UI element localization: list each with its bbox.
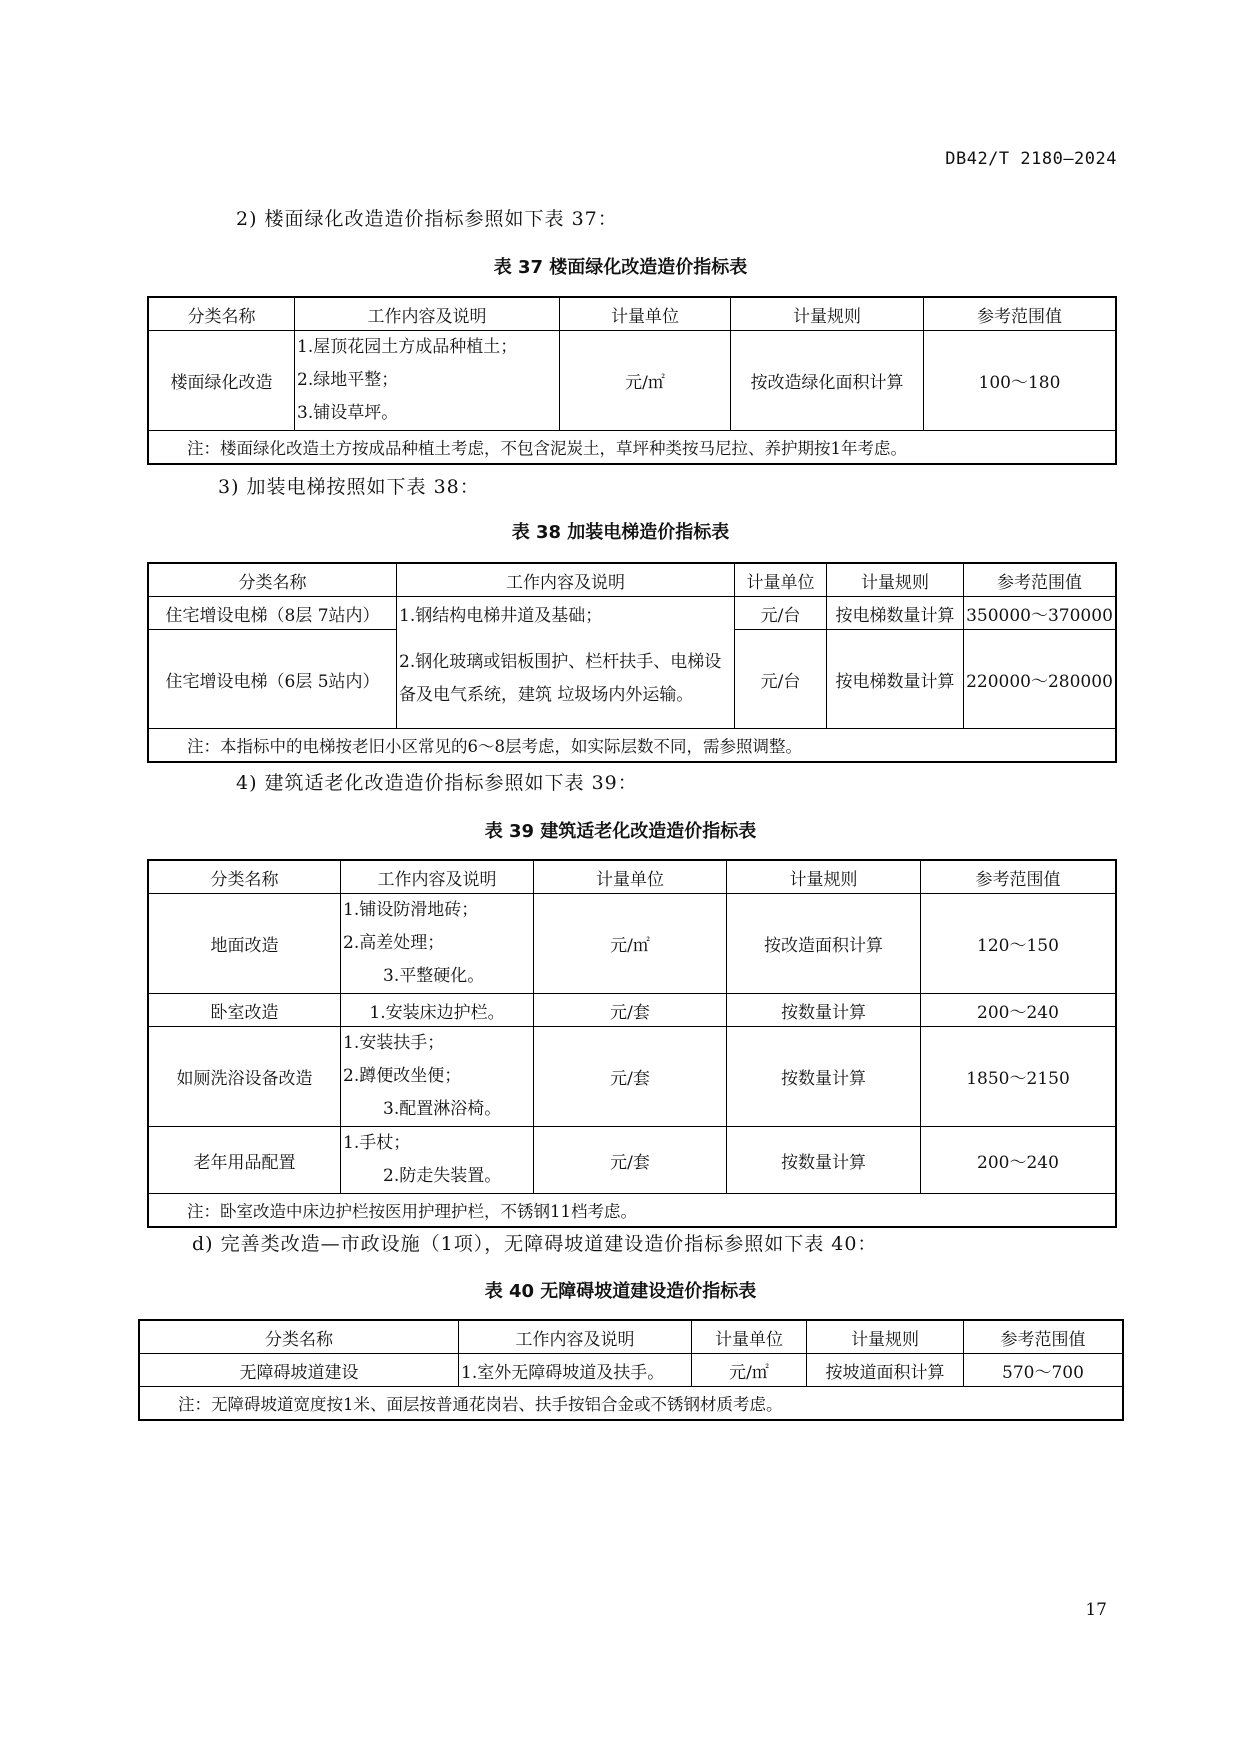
table-note-row	[149, 1194, 1116, 1227]
table-row	[149, 894, 1116, 994]
work-content-line: 3.配置淋浴椅。	[383, 1099, 502, 1119]
category-name: 老年用品配置	[149, 1127, 341, 1194]
work-content-line: 3.铺设草坪。	[297, 403, 399, 423]
work-content-line: 3.平整硬化。	[383, 966, 485, 986]
work-content: 1.钢结构电梯井道及基础；	[397, 597, 735, 630]
measurement-rule: 按电梯数量计算	[827, 597, 964, 630]
table-row	[149, 630, 1116, 729]
paragraph-table-40-intro: d) 完善类改造—市政设施（1项），无障碍坡道建设造价指标参照如下表 40：	[192, 1233, 878, 1255]
column-header: 参考范围值	[964, 1321, 1123, 1354]
table-note: 注：无障碍坡道宽度按1米、面层按普通花岗岩、扶手按铝合金或不锈钢材质考虑。	[140, 1387, 1123, 1420]
table-note-row	[149, 729, 1116, 762]
table-header-row	[140, 1321, 1123, 1354]
category-name: 地面改造	[149, 894, 341, 994]
table-header-row	[149, 861, 1116, 894]
table-38-caption: 表 38 加装电梯造价指标表	[511, 522, 730, 543]
column-header: 计量规则	[731, 298, 924, 331]
table-37-caption: 表 37 楼面绿化改造造价指标表	[493, 257, 748, 278]
column-header: 工作内容及说明	[295, 298, 560, 331]
table-row	[149, 1027, 1116, 1127]
column-header: 参考范围值	[924, 298, 1116, 331]
reference-range: 100～180	[924, 331, 1116, 431]
paragraph-table-37-intro: 2) 楼面绿化改造造价指标参照如下表 37：	[236, 208, 618, 230]
measurement-rule: 按坡道面积计算	[807, 1354, 964, 1387]
reference-range: 570～700	[964, 1354, 1123, 1387]
unit: 元/套	[534, 994, 727, 1027]
work-content: 2.钢化玻璃或铝板围护、栏杆扶手、电梯设备及电气系统，建筑 垃圾场内外运输。	[397, 630, 735, 729]
work-content	[295, 331, 560, 431]
table-row	[140, 1354, 1123, 1387]
column-header: 计量单位	[692, 1321, 807, 1354]
paragraph-table-39-intro: 4) 建筑适老化改造造价指标参照如下表 39：	[236, 772, 638, 794]
table-note-row	[149, 431, 1116, 464]
work-content	[341, 1027, 534, 1127]
unit: 元/套	[534, 1027, 727, 1127]
table-note: 注：楼面绿化改造土方按成品种植土考虑，不包含泥炭土，草坪种类按马尼拉、养护期按1年考虑。	[149, 431, 1116, 464]
column-header: 工作内容及说明	[341, 861, 534, 894]
work-content-line: 2.蹲便改坐便；	[343, 1066, 462, 1086]
reference-range: 120～150	[921, 894, 1116, 994]
column-header: 计量单位	[735, 564, 827, 597]
column-header: 工作内容及说明	[459, 1321, 692, 1354]
work-content-line: 1.手杖；	[343, 1133, 411, 1153]
column-header: 分类名称	[140, 1321, 459, 1354]
work-content-line: 1.安装扶手；	[343, 1033, 445, 1053]
column-header: 工作内容及说明	[397, 564, 735, 597]
table-40-caption: 表 40 无障碍坡道建设造价指标表	[484, 1281, 757, 1302]
measurement-rule: 按数量计算	[727, 1127, 921, 1194]
reference-range: 200～240	[921, 1127, 1116, 1194]
paragraph-table-38-intro: 3) 加装电梯按照如下表 38：	[218, 476, 480, 498]
table-40	[139, 1320, 1123, 1420]
column-header: 计量规则	[807, 1321, 964, 1354]
work-content-line: 1.铺设防滑地砖；	[343, 900, 479, 920]
measurement-rule: 按数量计算	[727, 994, 921, 1027]
category-name: 住宅增设电梯（8层 7站内）	[149, 597, 397, 630]
table-38	[148, 563, 1116, 762]
reference-range: 200～240	[921, 994, 1116, 1027]
table-row	[149, 994, 1116, 1027]
unit: 元/㎡	[534, 894, 727, 994]
column-header: 分类名称	[149, 564, 397, 597]
category-name: 如厕洗浴设备改造	[149, 1027, 341, 1127]
measurement-rule: 按改造面积计算	[727, 894, 921, 994]
column-header: 参考范围值	[964, 564, 1116, 597]
unit: 元/㎡	[560, 331, 731, 431]
work-content: 1.室外无障碍坡道及扶手。	[459, 1354, 692, 1387]
unit: 元/台	[735, 597, 827, 630]
table-row	[149, 597, 1116, 630]
table-note: 注：卧室改造中床边护栏按医用护理护栏，不锈钢11档考虑。	[149, 1194, 1116, 1227]
category-name: 卧室改造	[149, 994, 341, 1027]
category-name: 楼面绿化改造	[149, 331, 295, 431]
work-content	[341, 1127, 534, 1194]
reference-range: 220000～280000	[964, 630, 1116, 729]
column-header: 计量单位	[560, 298, 731, 331]
work-content-line: 2.高差处理；	[343, 933, 445, 953]
unit: 元/套	[534, 1127, 727, 1194]
standard-number: DB42/T 2180—2024	[945, 149, 1117, 169]
reference-range: 1850～2150	[921, 1027, 1116, 1127]
column-header: 计量规则	[827, 564, 964, 597]
category-name: 无障碍坡道建设	[140, 1354, 459, 1387]
table-note-row	[140, 1387, 1123, 1420]
work-content: 1.安装床边护栏。	[341, 994, 534, 1027]
table-37	[148, 297, 1116, 464]
column-header: 分类名称	[149, 861, 341, 894]
column-header: 分类名称	[149, 298, 295, 331]
column-header: 计量单位	[534, 861, 727, 894]
unit: 元/台	[735, 630, 827, 729]
work-content	[341, 894, 534, 994]
work-content-line: 1.屋顶花园土方成品种植土；	[297, 337, 518, 357]
work-content-line: 2.绿地平整；	[297, 370, 399, 390]
page-number: 17	[1085, 1600, 1107, 1620]
measurement-rule: 按改造绿化面积计算	[731, 331, 924, 431]
unit: 元/㎡	[692, 1354, 807, 1387]
table-note: 注：本指标中的电梯按老旧小区常见的6～8层考虑，如实际层数不同，需参照调整。	[149, 729, 1116, 762]
column-header: 参考范围值	[921, 861, 1116, 894]
table-39	[148, 860, 1116, 1227]
measurement-rule: 按数量计算	[727, 1027, 921, 1127]
table-header-row	[149, 564, 1116, 597]
measurement-rule: 按电梯数量计算	[827, 630, 964, 729]
table-header-row	[149, 298, 1116, 331]
column-header: 计量规则	[727, 861, 921, 894]
work-content-line: 2.防走失装置。	[383, 1166, 502, 1186]
table-39-caption: 表 39 建筑适老化改造造价指标表	[484, 821, 757, 842]
table-row	[149, 331, 1116, 431]
reference-range: 350000～370000	[964, 597, 1116, 630]
table-row	[149, 1127, 1116, 1194]
category-name: 住宅增设电梯（6层 5站内）	[149, 630, 397, 729]
